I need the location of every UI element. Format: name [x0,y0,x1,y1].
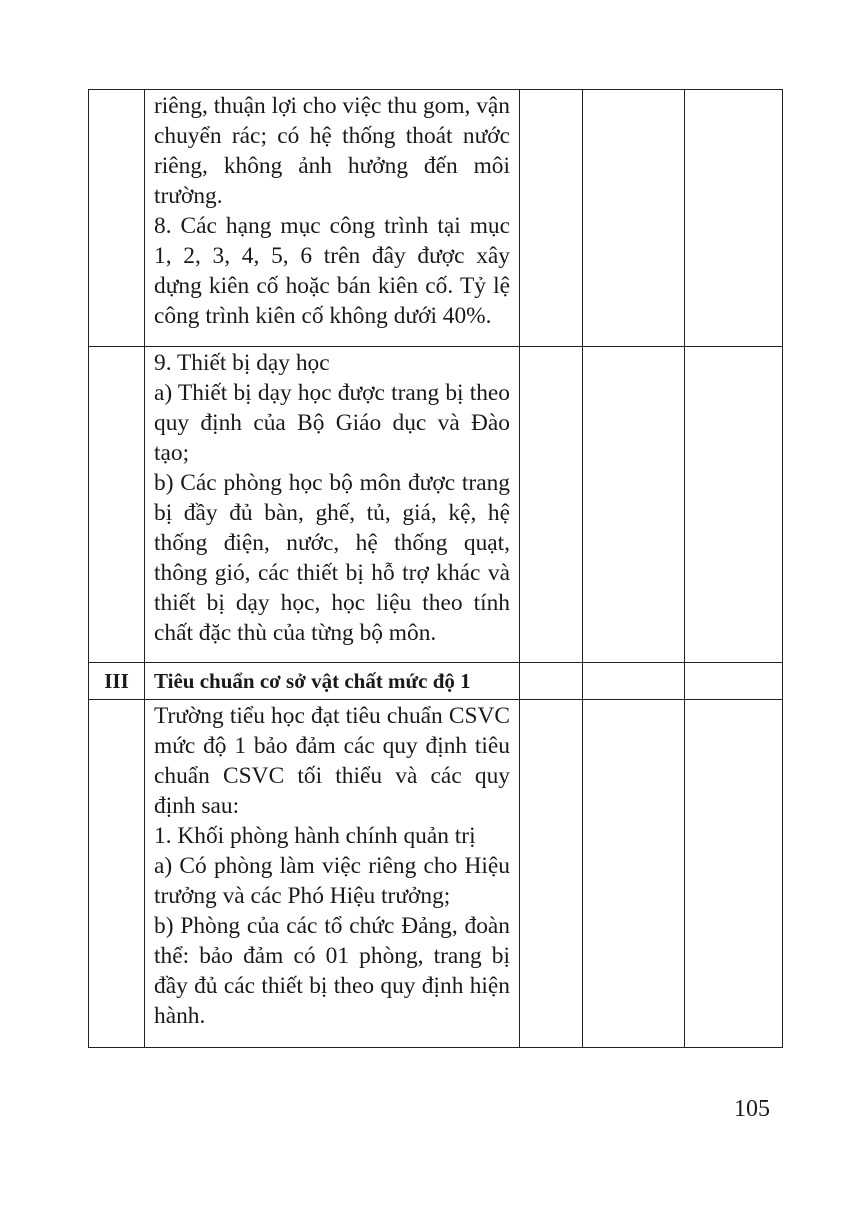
criteria-paragraph: b) Các phòng học bộ môn được trang bị đầy đủ bàn, ghế, tủ, giá, kệ, hệ thống điện, nước, hệ thống quạt, thông gió, các thiết bị hỗ trợ khác và thiết bị dạy học, học liệu theo tính chất đặc thù của từng bộ môn. [154,470,510,646]
criteria-paragraph: riêng, thuận lợi cho việc thu gom, vận chuyển rác; có hệ thống thoát nước riêng, không ảnh hưởng đến môi trường. [154,93,510,209]
assessment-cell [583,700,685,1048]
assessment-cell [520,663,583,700]
section-heading-row [89,663,783,700]
section-number: III [104,669,129,693]
criteria-paragraph: b) Phòng của các tổ chức Đảng, đoàn thể: bảo đảm có 01 phòng, trang bị đầy đủ các thiết bị theo quy định hiện hành. [154,913,510,1029]
section-number-cell [89,663,145,700]
criteria-paragraph: 8. Các hạng mục công trình tại mục 1, 2, 3, 4, 5, 6 trên đây được xây dựng kiên cố hoặc bán kiên cố. Tỷ lệ công trình kiên cố không dưới 40%. [154,213,510,329]
table-row [89,347,783,663]
assessment-cell [520,347,583,663]
assessment-cell [685,347,783,663]
criteria-cell [145,700,520,1048]
assessment-cell [583,663,685,700]
assessment-cell [520,700,583,1048]
assessment-cell [685,663,783,700]
assessment-cell [520,90,583,347]
table-row [89,90,783,347]
table-row [89,700,783,1048]
assessment-cell [685,90,783,347]
criteria-paragraph: 1. Khối phòng hành chính quản trị [154,823,476,849]
assessment-cell [583,347,685,663]
criteria-paragraph: Trường tiểu học đạt tiêu chuẩn CSVC mức độ 1 bảo đảm các quy định tiêu chuẩn CSVC tối thiểu và các quy định sau: [154,703,510,819]
standards-table [88,89,783,1048]
assessment-cell [583,90,685,347]
criteria-cell [145,347,520,663]
criteria-paragraph: 9. Thiết bị dạy học [154,350,330,376]
criteria-cell [145,90,520,347]
page-number: 105 [734,1096,770,1122]
row-number-cell [89,347,145,663]
row-number-cell [89,90,145,347]
assessment-cell [685,700,783,1048]
section-heading-cell [145,663,520,700]
row-number-cell [89,700,145,1048]
criteria-paragraph: a) Thiết bị dạy học được trang bị theo quy định của Bộ Giáo dục và Đào tạo; [154,380,510,466]
section-heading: Tiêu chuẩn cơ sở vật chất mức độ 1 [154,669,471,693]
criteria-paragraph: a) Có phòng làm việc riêng cho Hiệu trưởng và các Phó Hiệu trưởng; [154,853,510,909]
